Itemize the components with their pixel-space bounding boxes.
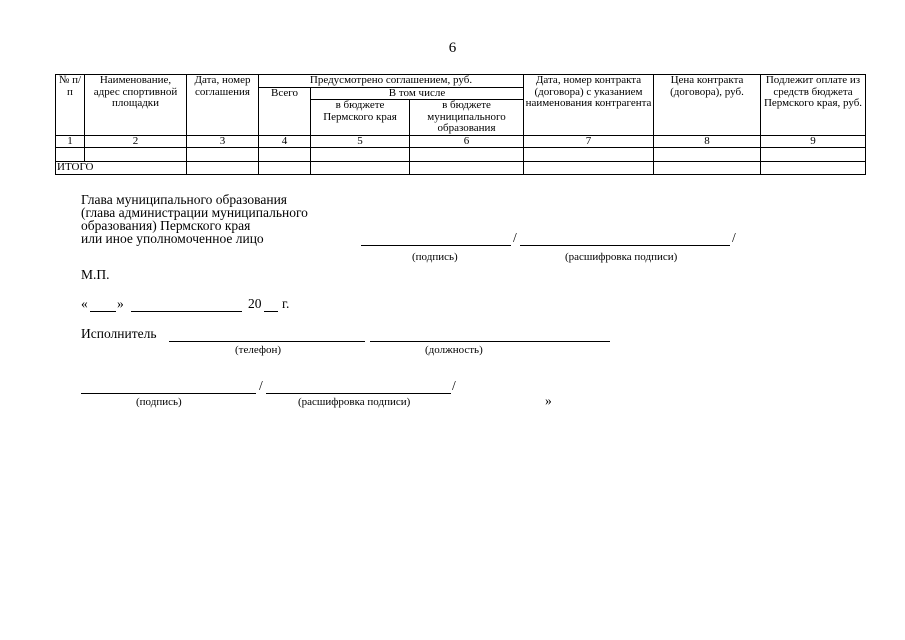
header-total: Всего (259, 87, 311, 135)
header-including: В том числе (311, 87, 524, 100)
col-number: 3 (187, 135, 259, 147)
report-table (55, 74, 866, 175)
bottom-sign-label: (подпись) (136, 396, 182, 408)
header-price: Цена контракта (договора), руб. (654, 75, 761, 136)
executor-phone-field[interactable] (169, 341, 365, 342)
bottom-signature-line[interactable] (81, 393, 256, 394)
col-number: 7 (524, 135, 654, 147)
slash: / (452, 378, 456, 393)
col-number: 1 (56, 135, 85, 147)
position-label: (должность) (425, 344, 483, 356)
header-row-1 (56, 75, 866, 88)
total-label: ИТОГО (56, 161, 187, 174)
head-line-1: Глава муниципального образования (81, 192, 288, 207)
head-line-2: (глава администрации муниципального (81, 205, 308, 220)
header-payable: Подлежит оплате из средств бюджета Пермского края, руб. (761, 75, 866, 136)
bottom-decode-line[interactable] (266, 393, 451, 394)
header-no: № п/п (56, 75, 85, 136)
table-row (56, 147, 866, 161)
slash: / (259, 378, 263, 393)
stamp-label: М.П. (81, 267, 110, 282)
header-name: Наименование, адрес спортивной площадки (85, 75, 187, 136)
col-number: 4 (259, 135, 311, 147)
bottom-decode-label: (расшифровка подписи) (298, 396, 411, 408)
executor-position-field[interactable] (370, 341, 610, 342)
header-municipal: в бюджете муниципального образования (410, 100, 524, 136)
decode-label: (расшифровка подписи) (565, 251, 678, 263)
sign-label: (подпись) (412, 251, 458, 263)
numbering-row (56, 135, 866, 147)
date-year-suffix: г. (282, 296, 290, 311)
date-year-prefix: 20 (248, 296, 262, 311)
date-day-field[interactable] (90, 311, 116, 312)
date-quote-close: » (117, 296, 124, 311)
head-line-3: образования) Пермского края (81, 218, 251, 233)
header-agreement: Дата, номер соглашения (187, 75, 259, 136)
slash: / (732, 230, 736, 245)
header-provided: Предусмотрено соглашением, руб. (259, 75, 524, 88)
signature-decode-line[interactable] (520, 245, 730, 246)
header-region: в бюджете Пермского края (311, 100, 410, 136)
date-year-field[interactable] (264, 311, 278, 312)
executor-label: Исполнитель (81, 326, 157, 341)
col-number: 8 (654, 135, 761, 147)
date-quote-open: « (81, 296, 88, 311)
col-number: 5 (311, 135, 410, 147)
closing-quote: » (545, 393, 552, 408)
header-contract: Дата, номер контракта (договора) с указанием наименования контрагента (524, 75, 654, 136)
col-number: 9 (761, 135, 866, 147)
signature-line[interactable] (361, 245, 511, 246)
col-number: 6 (410, 135, 524, 147)
slash: / (513, 230, 517, 245)
col-number: 2 (85, 135, 187, 147)
total-row (56, 161, 866, 174)
page-number: 6 (448, 40, 457, 56)
phone-label: (телефон) (235, 344, 282, 356)
date-month-field[interactable] (131, 311, 242, 312)
head-line-4: или иное уполномоченное лицо (81, 231, 264, 246)
